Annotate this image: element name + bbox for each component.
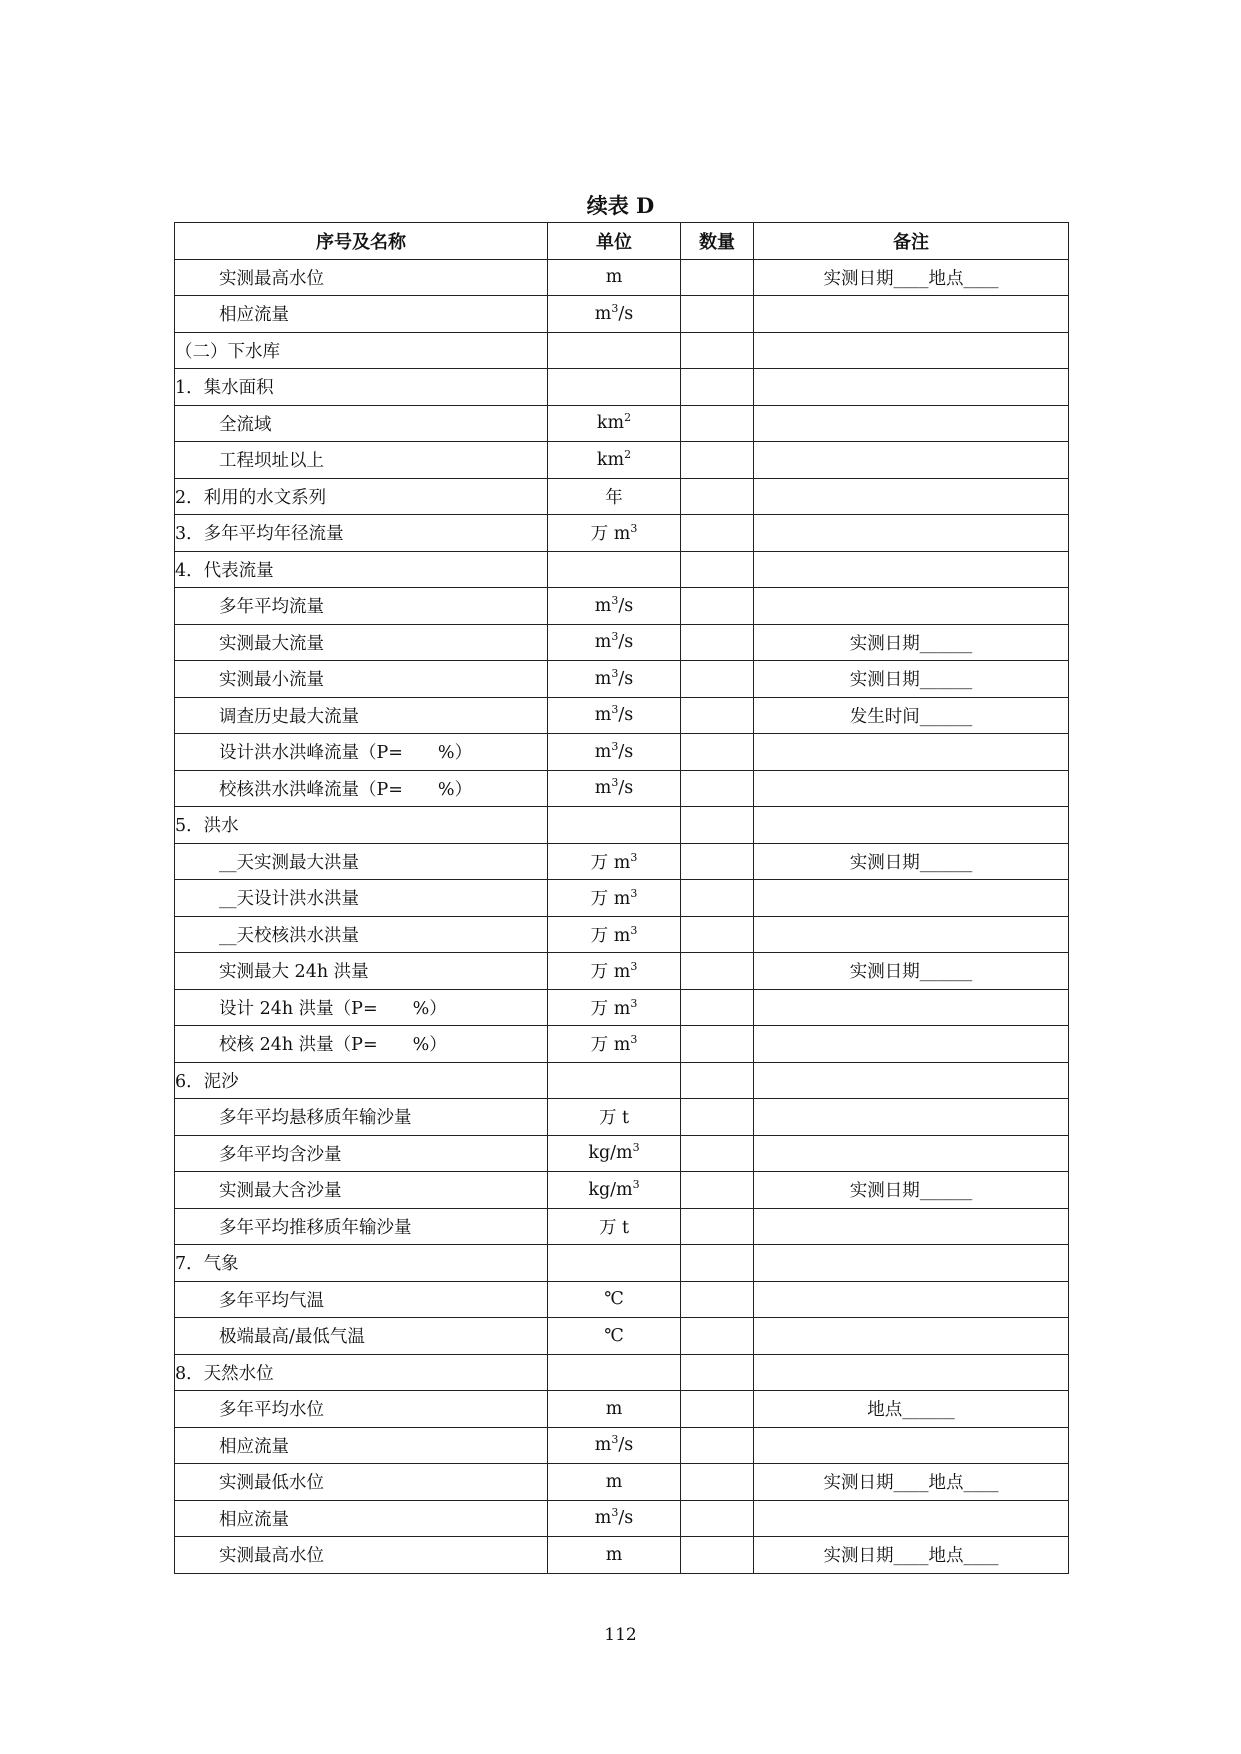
item-name-cell: 全流域 <box>175 405 548 442</box>
table-row <box>175 989 1069 1026</box>
remarks-cell: 实测日期____地点____ <box>754 1464 1069 1501</box>
quantity-cell <box>681 296 754 333</box>
item-name-cell: 实测最小流量 <box>175 661 548 698</box>
remarks-cell <box>754 1062 1069 1099</box>
unit-cell: $kg/m^3$ <box>548 1172 681 1209</box>
item-name-cell: 相应流量 <box>175 1500 548 1537</box>
unit-cell: 年 <box>548 478 681 515</box>
remarks-cell <box>754 588 1069 625</box>
table-header-row <box>175 223 1069 260</box>
remarks-cell <box>754 296 1069 333</box>
table-row <box>175 770 1069 807</box>
remarks-cell <box>754 989 1069 1026</box>
remarks-cell <box>754 369 1069 406</box>
table-row <box>175 478 1069 515</box>
quantity-cell <box>681 734 754 771</box>
quantity-cell <box>681 661 754 698</box>
unit-cell: $km^2$ <box>548 405 681 442</box>
unit-cell: 万 $m^3$ <box>548 916 681 953</box>
quantity-cell <box>681 1318 754 1355</box>
table-row <box>175 1537 1069 1574</box>
quantity-cell <box>681 880 754 917</box>
table-row <box>175 332 1069 369</box>
item-name-cell: 调查历史最大流量 <box>175 697 548 734</box>
quantity-cell <box>681 1500 754 1537</box>
unit-cell: 万 t <box>548 1099 681 1136</box>
remarks-cell <box>754 332 1069 369</box>
unit-cell: m <box>548 1464 681 1501</box>
remarks-cell <box>754 807 1069 844</box>
remarks-cell <box>754 551 1069 588</box>
table-row <box>175 405 1069 442</box>
unit-cell: $m^3/s$ <box>548 296 681 333</box>
table-row <box>175 369 1069 406</box>
unit-cell <box>548 551 681 588</box>
unit-cell: 万 $m^3$ <box>548 1026 681 1063</box>
remarks-cell <box>754 1500 1069 1537</box>
item-name-cell: 设计 24h 洪量（P= %） <box>175 989 548 1026</box>
unit-cell: $m^3/s$ <box>548 588 681 625</box>
quantity-cell <box>681 442 754 479</box>
item-name-cell: 设计洪水洪峰流量（P= %） <box>175 734 548 771</box>
quantity-cell <box>681 369 754 406</box>
unit-cell <box>548 807 681 844</box>
remarks-cell: 实测日期____地点____ <box>754 259 1069 296</box>
unit-cell: 万 $m^3$ <box>548 989 681 1026</box>
remarks-cell <box>754 1318 1069 1355</box>
table-row <box>175 1427 1069 1464</box>
unit-cell: 万 t <box>548 1208 681 1245</box>
remarks-cell <box>754 1099 1069 1136</box>
table-row <box>175 1281 1069 1318</box>
remarks-cell: 实测日期______ <box>754 624 1069 661</box>
table-row <box>175 734 1069 771</box>
quantity-cell <box>681 1172 754 1209</box>
item-name-cell: __天实测最大洪量 <box>175 843 548 880</box>
quantity-cell <box>681 770 754 807</box>
quantity-cell <box>681 1464 754 1501</box>
table-row <box>175 661 1069 698</box>
item-name-cell: 多年平均推移质年输沙量 <box>175 1208 548 1245</box>
quantity-cell <box>681 624 754 661</box>
remarks-cell <box>754 734 1069 771</box>
table-row <box>175 953 1069 990</box>
quantity-cell <box>681 515 754 552</box>
table-row <box>175 1464 1069 1501</box>
remarks-cell: 实测日期______ <box>754 843 1069 880</box>
item-name-cell: （二）下水库 <box>175 332 548 369</box>
table-row <box>175 1099 1069 1136</box>
unit-cell: $m^3/s$ <box>548 624 681 661</box>
item-name-cell: 校核 24h 洪量（P= %） <box>175 1026 548 1063</box>
table-row <box>175 296 1069 333</box>
table-row <box>175 442 1069 479</box>
quantity-cell <box>681 1026 754 1063</box>
unit-cell <box>548 1245 681 1282</box>
unit-cell <box>548 369 681 406</box>
quantity-cell <box>681 697 754 734</box>
table-row <box>175 1062 1069 1099</box>
quantity-cell <box>681 551 754 588</box>
item-name-cell: 6．泥沙 <box>175 1062 548 1099</box>
quantity-cell <box>681 1427 754 1464</box>
item-name-cell: 4．代表流量 <box>175 551 548 588</box>
table-row <box>175 1318 1069 1355</box>
quantity-cell <box>681 989 754 1026</box>
quantity-cell <box>681 1354 754 1391</box>
remarks-cell <box>754 1427 1069 1464</box>
table-row <box>175 1208 1069 1245</box>
item-name-cell: 5．洪水 <box>175 807 548 844</box>
table-row <box>175 624 1069 661</box>
quantity-cell <box>681 1208 754 1245</box>
quantity-cell <box>681 259 754 296</box>
remarks-cell: 实测日期______ <box>754 1172 1069 1209</box>
remarks-cell <box>754 405 1069 442</box>
item-name-cell: 实测最大 24h 洪量 <box>175 953 548 990</box>
quantity-cell <box>681 405 754 442</box>
quantity-cell <box>681 1391 754 1428</box>
quantity-cell <box>681 953 754 990</box>
table-row <box>175 1354 1069 1391</box>
table-row <box>175 1135 1069 1172</box>
quantity-cell <box>681 478 754 515</box>
remarks-cell: 实测日期______ <box>754 953 1069 990</box>
remarks-cell <box>754 1281 1069 1318</box>
table-row <box>175 1391 1069 1428</box>
item-name-cell: 工程坝址以上 <box>175 442 548 479</box>
quantity-cell <box>681 1099 754 1136</box>
header-unit: 单位 <box>548 223 681 260</box>
table-row <box>175 880 1069 917</box>
quantity-cell <box>681 1281 754 1318</box>
table-row <box>175 843 1069 880</box>
table-title: 续表 D <box>586 193 655 218</box>
remarks-cell: 实测日期______ <box>754 661 1069 698</box>
remarks-cell <box>754 478 1069 515</box>
table-row <box>175 807 1069 844</box>
unit-cell: $m^3/s$ <box>548 1500 681 1537</box>
item-name-cell: 实测最大含沙量 <box>175 1172 548 1209</box>
header-remarks: 备注 <box>754 223 1069 260</box>
table-row <box>175 1500 1069 1537</box>
item-name-cell: 多年平均气温 <box>175 1281 548 1318</box>
item-name-cell: 极端最高/最低气温 <box>175 1318 548 1355</box>
quantity-cell <box>681 1245 754 1282</box>
unit-cell: m <box>548 1537 681 1574</box>
remarks-cell <box>754 1026 1069 1063</box>
quantity-cell <box>681 1062 754 1099</box>
item-name-cell: 校核洪水洪峰流量（P= %） <box>175 770 548 807</box>
quantity-cell <box>681 843 754 880</box>
item-name-cell: 多年平均流量 <box>175 588 548 625</box>
remarks-cell <box>754 1135 1069 1172</box>
hydrology-data-table <box>174 222 1069 1574</box>
unit-cell <box>548 1062 681 1099</box>
table-row <box>175 551 1069 588</box>
quantity-cell <box>681 916 754 953</box>
item-name-cell: 实测最高水位 <box>175 1537 548 1574</box>
table-row <box>175 515 1069 552</box>
unit-cell <box>548 1354 681 1391</box>
unit-cell: ℃ <box>548 1281 681 1318</box>
remarks-cell <box>754 770 1069 807</box>
unit-cell: $m^3/s$ <box>548 770 681 807</box>
item-name-cell: 多年平均悬移质年输沙量 <box>175 1099 548 1136</box>
item-name-cell: 相应流量 <box>175 1427 548 1464</box>
table-row <box>175 1026 1069 1063</box>
table-row <box>175 1172 1069 1209</box>
unit-cell: $m^3/s$ <box>548 734 681 771</box>
page-number: 112 <box>604 1625 637 1645</box>
item-name-cell: 2．利用的水文系列 <box>175 478 548 515</box>
table-row <box>175 588 1069 625</box>
unit-cell: $m^3/s$ <box>548 661 681 698</box>
item-name-cell: 相应流量 <box>175 296 548 333</box>
header-name: 序号及名称 <box>175 223 548 260</box>
header-quantity: 数量 <box>681 223 754 260</box>
item-name-cell: __天设计洪水洪量 <box>175 880 548 917</box>
quantity-cell <box>681 332 754 369</box>
quantity-cell <box>681 588 754 625</box>
unit-cell: ℃ <box>548 1318 681 1355</box>
item-name-cell: 多年平均含沙量 <box>175 1135 548 1172</box>
remarks-cell <box>754 916 1069 953</box>
table-row <box>175 697 1069 734</box>
remarks-cell <box>754 1354 1069 1391</box>
remarks-cell: 发生时间______ <box>754 697 1069 734</box>
remarks-cell <box>754 1208 1069 1245</box>
item-name-cell: 实测最低水位 <box>175 1464 548 1501</box>
remarks-cell <box>754 880 1069 917</box>
unit-cell: $m^3/s$ <box>548 1427 681 1464</box>
table-row <box>175 916 1069 953</box>
unit-cell <box>548 332 681 369</box>
item-name-cell: 7．气象 <box>175 1245 548 1282</box>
item-name-cell: __天校核洪水洪量 <box>175 916 548 953</box>
table-row <box>175 259 1069 296</box>
remarks-cell <box>754 515 1069 552</box>
quantity-cell <box>681 807 754 844</box>
item-name-cell: 实测最高水位 <box>175 259 548 296</box>
remarks-cell <box>754 1245 1069 1282</box>
remarks-cell: 实测日期____地点____ <box>754 1537 1069 1574</box>
remarks-cell: 地点______ <box>754 1391 1069 1428</box>
unit-cell: $kg/m^3$ <box>548 1135 681 1172</box>
remarks-cell <box>754 442 1069 479</box>
quantity-cell <box>681 1537 754 1574</box>
unit-cell: 万 $m^3$ <box>548 953 681 990</box>
quantity-cell <box>681 1135 754 1172</box>
unit-cell: 万 $m^3$ <box>548 880 681 917</box>
unit-cell: m <box>548 1391 681 1428</box>
table-row <box>175 1245 1069 1282</box>
item-name-cell: 3．多年平均年径流量 <box>175 515 548 552</box>
unit-cell: $km^2$ <box>548 442 681 479</box>
unit-cell: $m^3/s$ <box>548 697 681 734</box>
item-name-cell: 8．天然水位 <box>175 1354 548 1391</box>
unit-cell: m <box>548 259 681 296</box>
unit-cell: 万 $m^3$ <box>548 515 681 552</box>
item-name-cell: 1．集水面积 <box>175 369 548 406</box>
unit-cell: 万 $m^3$ <box>548 843 681 880</box>
item-name-cell: 多年平均水位 <box>175 1391 548 1428</box>
item-name-cell: 实测最大流量 <box>175 624 548 661</box>
